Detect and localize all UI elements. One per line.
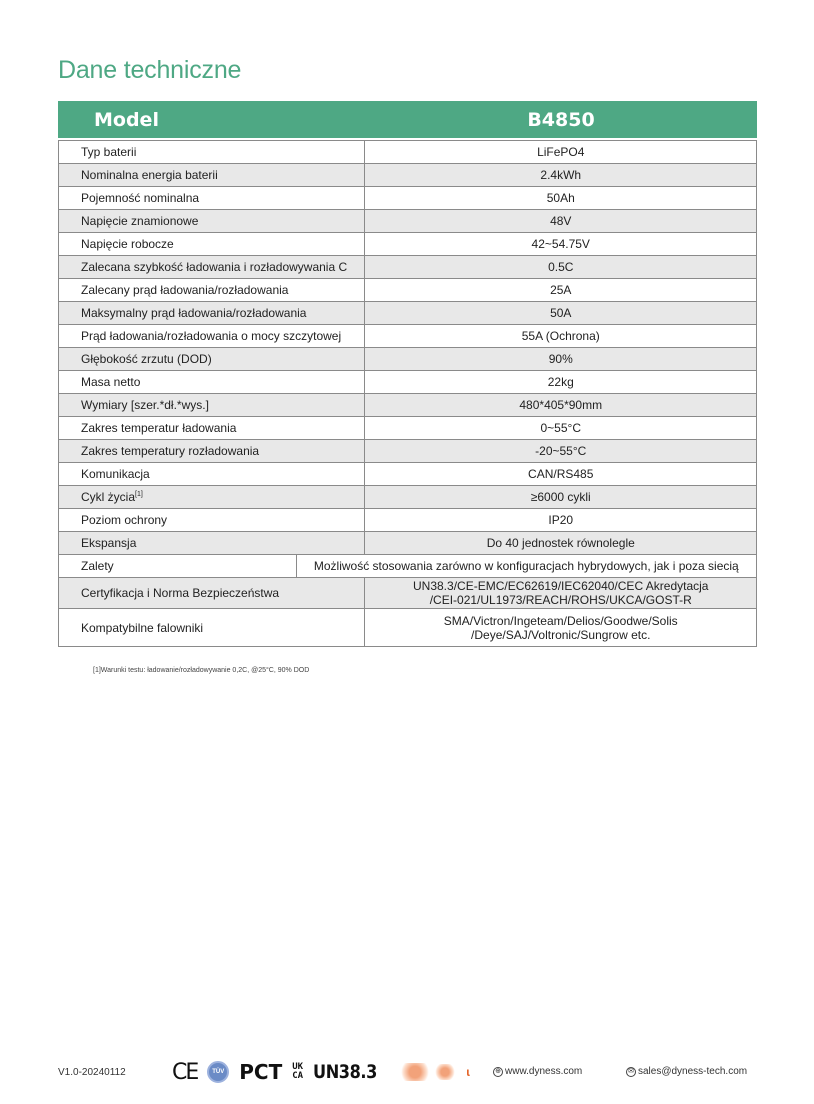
spec-row <box>59 233 757 256</box>
spec-value: 48V <box>365 210 757 233</box>
email-text: sales@dyness-tech.com <box>638 1066 748 1077</box>
spec-value: 90% <box>365 348 757 371</box>
spec-value: -20~55°C <box>365 440 757 463</box>
spec-label <box>59 348 365 371</box>
spec-row <box>59 532 757 555</box>
spec-label <box>59 233 365 256</box>
spec-row <box>59 371 757 394</box>
spec-label-text: Kompatybilne falowniki <box>81 620 204 635</box>
spec-label-text: Komunikacja <box>81 467 150 481</box>
spec-value: LiFePO4 <box>365 141 757 164</box>
spec-label-text: Zakres temperatury rozładowania <box>81 444 260 458</box>
spec-row <box>59 348 757 371</box>
spec-label <box>59 256 365 279</box>
spec-row <box>59 509 757 532</box>
spec-row <box>59 578 757 609</box>
spec-label: Zalety <box>59 555 297 578</box>
spec-table <box>58 140 757 647</box>
ce-mark-icon: CE <box>172 1059 198 1085</box>
spec-label-text: Nominalna energia baterii <box>81 168 218 182</box>
spec-value-line: SMA/Victron/Ingeteam/Delios/Goodwe/Solis <box>443 613 678 628</box>
pct-icon: PCT <box>239 1060 283 1084</box>
spec-label-text: Prąd ładowania/rozładowania o mocy szczytowej <box>81 329 342 343</box>
spec-table-header <box>58 101 757 138</box>
spec-value: 25A <box>365 279 757 302</box>
spec-row <box>59 325 757 348</box>
uk-text: UK <box>292 1062 304 1072</box>
spec-label <box>59 463 365 486</box>
tuv-icon: TÜV <box>207 1061 229 1083</box>
spec-label <box>59 509 365 532</box>
globe-icon: ⊕ <box>493 1067 503 1077</box>
spec-row <box>59 609 757 647</box>
website-link[interactable] <box>493 1066 582 1077</box>
spec-row <box>59 394 757 417</box>
model-header-label: Model <box>94 108 159 131</box>
model-header-value: B4850 <box>527 108 595 131</box>
footnote-ref: [1] <box>135 491 143 498</box>
un38-icon: UN38.3 <box>313 1061 378 1083</box>
spec-label <box>59 325 365 348</box>
spec-row <box>59 256 757 279</box>
spec-value-line: /Deye/SAJ/Voltronic/Sungrow etc. <box>471 627 651 642</box>
spec-value-line: UN38.3/CE-EMC/EC62619/IEC62040/CEC Akredytacja <box>413 579 709 593</box>
orange-mark-icon: ɩ <box>466 1065 470 1079</box>
spec-label <box>59 279 365 302</box>
spec-label-text: Napięcie znamionowe <box>81 214 199 228</box>
spec-value: 480*405*90mm <box>365 394 757 417</box>
spec-label <box>59 187 365 210</box>
spec-value: 0~55°C <box>365 417 757 440</box>
spec-value: 55A (Ochrona) <box>365 325 757 348</box>
spec-label-text: Zakres temperatur ładowania <box>81 421 237 435</box>
website-text: www.dyness.com <box>505 1066 583 1077</box>
spec-label-text: Wymiary [szer.*dł.*wys.] <box>81 398 209 412</box>
spec-label <box>59 141 365 164</box>
spec-row <box>59 555 757 578</box>
spec-value: 50A <box>365 302 757 325</box>
spec-row <box>59 279 757 302</box>
spec-value: Do 40 jednostek równolegle <box>365 532 757 555</box>
spec-value <box>365 578 757 609</box>
spec-label-text: Typ baterii <box>81 145 137 159</box>
spec-label-text: Masa netto <box>81 375 141 389</box>
spec-row <box>59 302 757 325</box>
certification-logos <box>172 1058 470 1086</box>
spec-label <box>59 371 365 394</box>
spec-label-text: Certyfikacja i Norma Bezpieczeństwa <box>81 586 280 600</box>
spec-row <box>59 486 757 509</box>
spec-row <box>59 164 757 187</box>
spec-row <box>59 187 757 210</box>
page-title: Dane techniczne <box>58 56 242 84</box>
spec-label <box>59 302 365 325</box>
spec-value <box>365 609 757 647</box>
spec-label <box>59 440 365 463</box>
spec-value: 0.5C <box>365 256 757 279</box>
spec-label <box>59 532 365 555</box>
spec-row <box>59 210 757 233</box>
spec-row <box>59 417 757 440</box>
spec-label <box>59 609 365 647</box>
spec-value-line: /CEI-021/UL1973/REACH/ROHS/UKCA/GOST-R <box>429 593 692 607</box>
spec-label-text: Pojemność nominalna <box>81 191 200 205</box>
spec-value: IP20 <box>365 509 757 532</box>
spec-label-text: Maksymalny prąd ładowania/rozładowania <box>81 306 307 320</box>
spec-label-text: Ekspansja <box>81 536 137 550</box>
spec-label <box>59 486 365 509</box>
spec-label <box>59 164 365 187</box>
spec-label-text: Zalecana szybkość ładowania i rozładowywania C <box>81 260 348 274</box>
spec-value: Możliwość stosowania zarówno w konfiguracjach hybrydowych, jak i poza siecią <box>296 555 756 578</box>
spec-label-text: Poziom ochrony <box>81 513 168 527</box>
spec-row <box>59 440 757 463</box>
spec-value: 50Ah <box>365 187 757 210</box>
ukca-icon <box>292 1063 303 1081</box>
spec-label-text: Napięcie robocze <box>81 237 174 251</box>
email-link[interactable] <box>626 1066 747 1077</box>
spec-row <box>59 463 757 486</box>
version-label: V1.0-20240112 <box>58 1067 126 1078</box>
spec-row <box>59 141 757 164</box>
spec-label <box>59 417 365 440</box>
spec-value: 2.4kWh <box>365 164 757 187</box>
spec-label <box>59 578 365 609</box>
page-footer <box>0 1058 814 1086</box>
spec-label-text: Cykl życia <box>81 490 136 504</box>
spec-value: ≥6000 cykli <box>365 486 757 509</box>
spec-label-text: Głębokość zrzutu (DOD) <box>81 352 212 366</box>
spec-label <box>59 394 365 417</box>
certification-splash-icon <box>398 1063 432 1081</box>
mail-icon: ✉ <box>626 1067 636 1077</box>
footnote: [1]Warunki testu: ładowanie/rozładowywanie 0,2C, @25°C, 90% DOD <box>93 667 310 674</box>
spec-label-text: Zalecany prąd ładowania/rozładowania <box>81 283 289 297</box>
certification-splash-icon-2 <box>434 1064 456 1080</box>
spec-value: CAN/RS485 <box>365 463 757 486</box>
ca-text: CA <box>292 1071 304 1081</box>
spec-value: 42~54.75V <box>365 233 757 256</box>
spec-label <box>59 210 365 233</box>
spec-value: 22kg <box>365 371 757 394</box>
